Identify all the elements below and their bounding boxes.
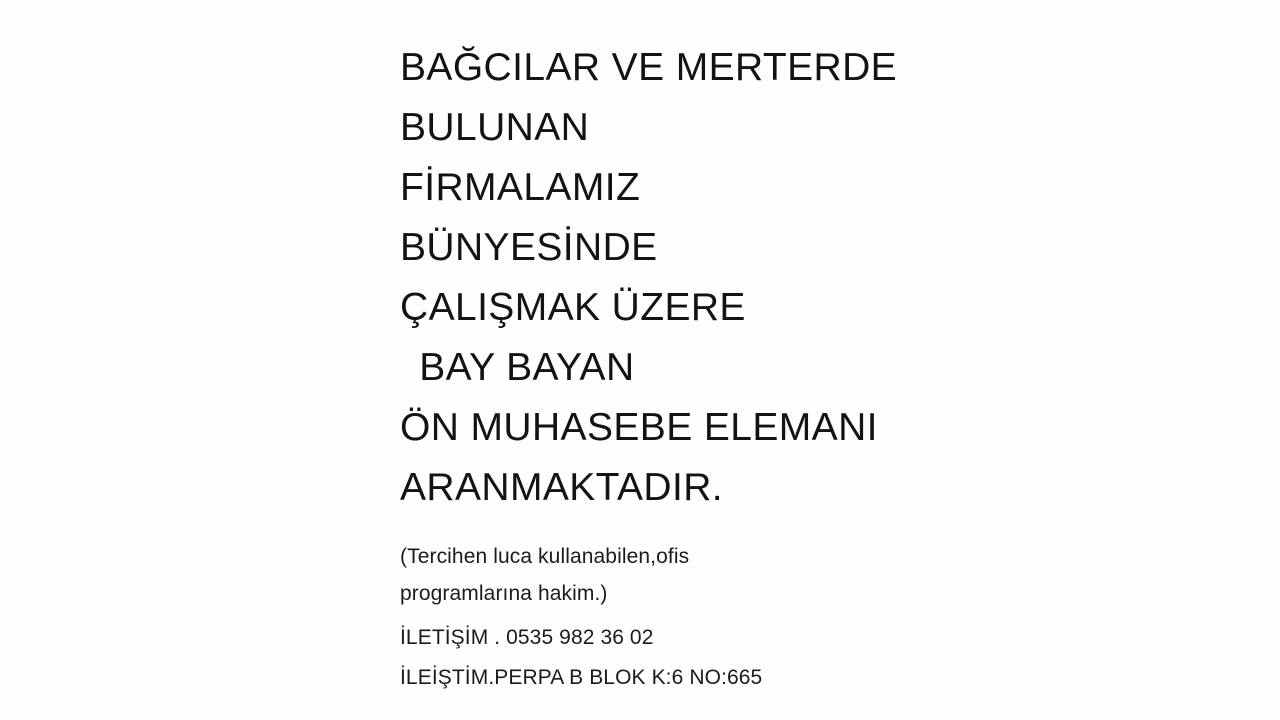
contact-phone-line: İLETİŞİM . 0535 982 36 02 (400, 626, 654, 649)
headline-line-3: FİRMALAMIZ (400, 166, 641, 209)
contact-address-line: İLEİŞTİM.PERPA B BLOK K:6 NO:665 (400, 666, 763, 689)
headline-line-8: ARANMAKTADIR. (400, 466, 724, 509)
headline-line-5: ÇALIŞMAK ÜZERE (400, 286, 746, 329)
headline-line-4: BÜNYESİNDE (400, 226, 658, 269)
headline-line-2: BULUNAN (400, 106, 590, 149)
headline-line-6: BAY BAYAN (408, 346, 635, 389)
headline-line-1: BAĞCILAR VE MERTERDE (400, 46, 898, 89)
detail-block (400, 538, 1100, 698)
job-advertisement-notice (400, 38, 1100, 698)
headline-line-7: ÖN MUHASEBE ELEMANI (400, 406, 878, 449)
qualification-line-1: (Tercihen luca kullanabilen,ofis (400, 545, 690, 568)
qualification-line-2: programlarına hakim.) (400, 582, 608, 605)
